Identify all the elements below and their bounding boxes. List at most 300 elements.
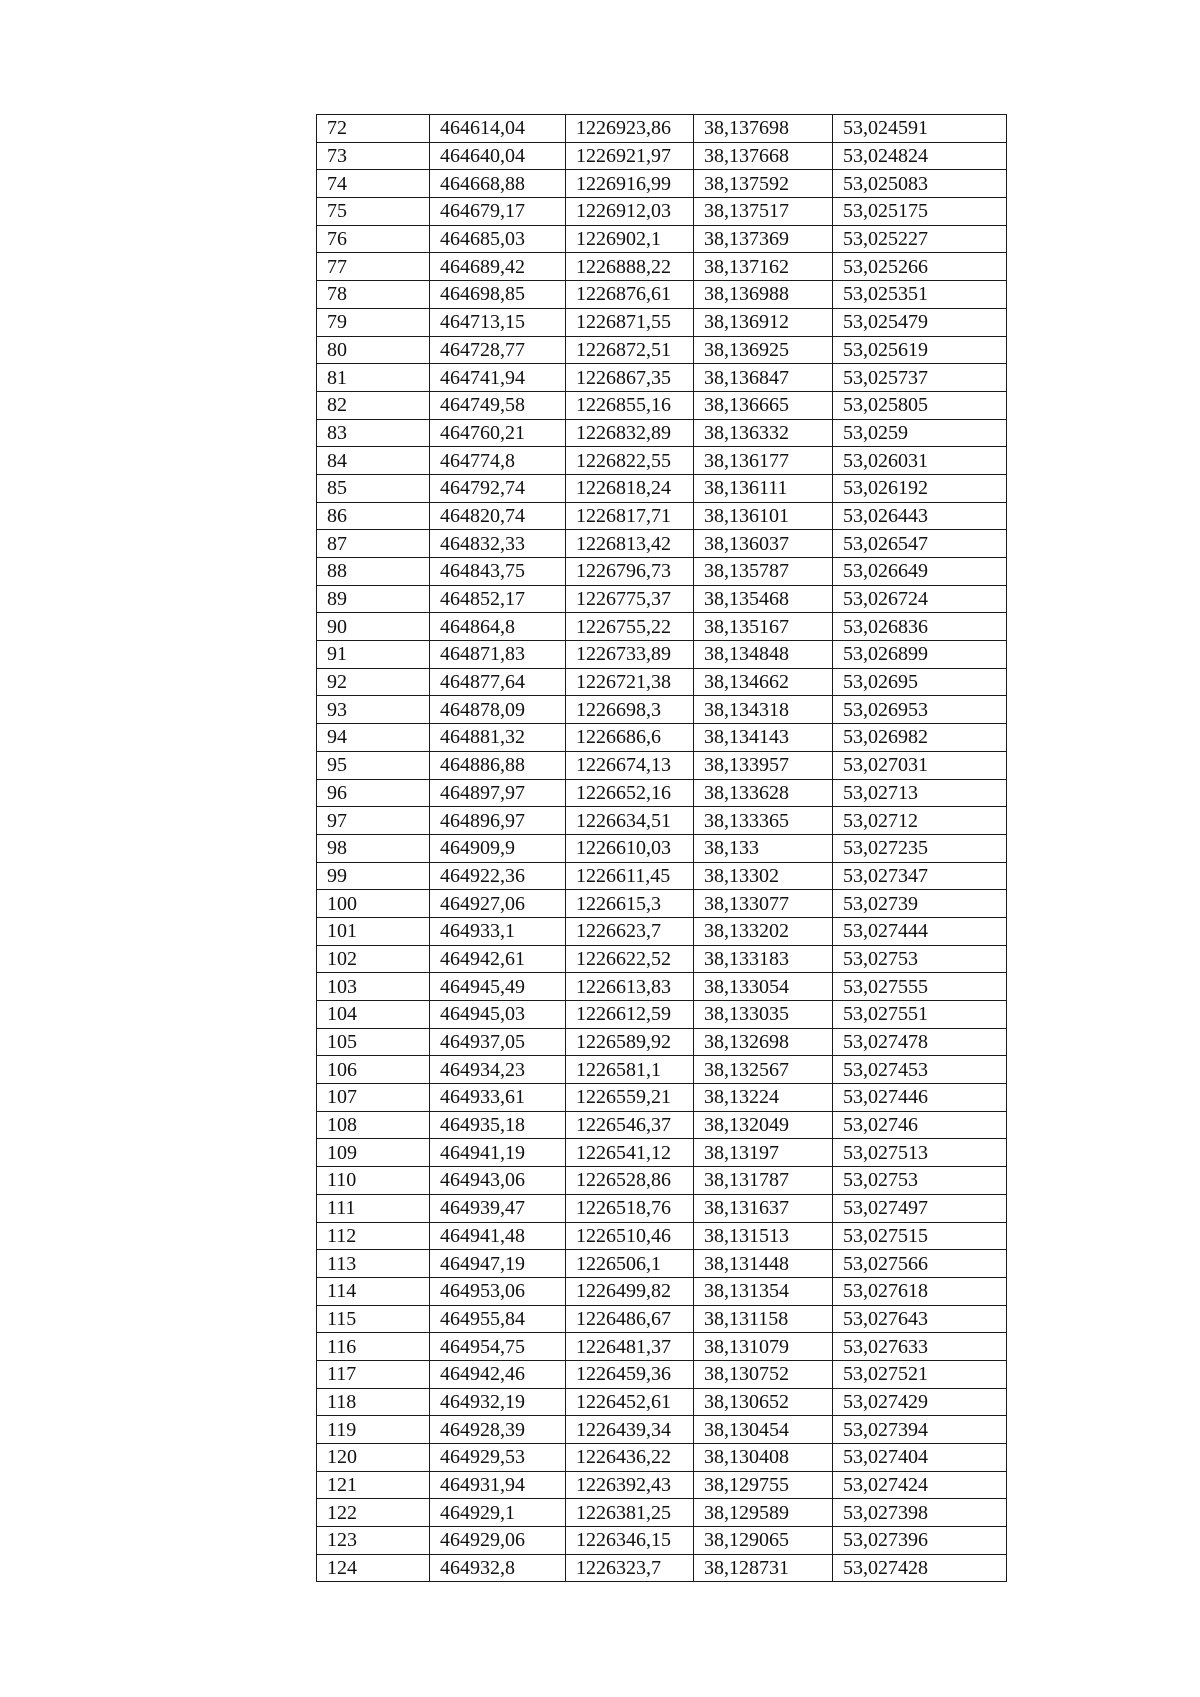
x-coordinate-cell: 464953,06 bbox=[430, 1277, 566, 1305]
latitude-cell: 53,02753 bbox=[833, 945, 1007, 973]
longitude-cell: 38,129755 bbox=[694, 1471, 833, 1499]
latitude-cell: 53,027235 bbox=[833, 834, 1007, 862]
point-number-cell: 83 bbox=[317, 419, 430, 447]
longitude-cell: 38,133054 bbox=[694, 973, 833, 1001]
point-number-cell: 102 bbox=[317, 945, 430, 973]
y-coordinate-cell: 1226481,37 bbox=[566, 1333, 694, 1361]
y-coordinate-cell: 1226499,82 bbox=[566, 1277, 694, 1305]
y-coordinate-cell: 1226323,7 bbox=[566, 1554, 694, 1582]
x-coordinate-cell: 464928,39 bbox=[430, 1416, 566, 1444]
point-number-cell: 116 bbox=[317, 1333, 430, 1361]
y-coordinate-cell: 1226686,6 bbox=[566, 724, 694, 752]
longitude-cell: 38,131079 bbox=[694, 1333, 833, 1361]
y-coordinate-cell: 1226872,51 bbox=[566, 336, 694, 364]
table-row bbox=[317, 751, 1007, 779]
point-number-cell: 94 bbox=[317, 724, 430, 752]
point-number-cell: 85 bbox=[317, 474, 430, 502]
y-coordinate-cell: 1226581,1 bbox=[566, 1056, 694, 1084]
y-coordinate-cell: 1226733,89 bbox=[566, 641, 694, 669]
latitude-cell: 53,027497 bbox=[833, 1194, 1007, 1222]
longitude-cell: 38,130454 bbox=[694, 1416, 833, 1444]
y-coordinate-cell: 1226559,21 bbox=[566, 1084, 694, 1112]
x-coordinate-cell: 464728,77 bbox=[430, 336, 566, 364]
point-number-cell: 118 bbox=[317, 1388, 430, 1416]
y-coordinate-cell: 1226876,61 bbox=[566, 281, 694, 309]
longitude-cell: 38,136111 bbox=[694, 474, 833, 502]
table-row bbox=[317, 447, 1007, 475]
point-number-cell: 106 bbox=[317, 1056, 430, 1084]
y-coordinate-cell: 1226528,86 bbox=[566, 1167, 694, 1195]
x-coordinate-cell: 464640,04 bbox=[430, 142, 566, 170]
table-row bbox=[317, 973, 1007, 1001]
latitude-cell: 53,026443 bbox=[833, 502, 1007, 530]
x-coordinate-cell: 464927,06 bbox=[430, 890, 566, 918]
longitude-cell: 38,135787 bbox=[694, 558, 833, 586]
longitude-cell: 38,136988 bbox=[694, 281, 833, 309]
table-row bbox=[317, 502, 1007, 530]
x-coordinate-cell: 464955,84 bbox=[430, 1305, 566, 1333]
latitude-cell: 53,027618 bbox=[833, 1277, 1007, 1305]
y-coordinate-cell: 1226902,1 bbox=[566, 225, 694, 253]
table-row bbox=[317, 1305, 1007, 1333]
point-number-cell: 104 bbox=[317, 1001, 430, 1029]
table-row bbox=[317, 170, 1007, 198]
x-coordinate-cell: 464931,94 bbox=[430, 1471, 566, 1499]
latitude-cell: 53,025227 bbox=[833, 225, 1007, 253]
table-row bbox=[317, 862, 1007, 890]
y-coordinate-cell: 1226589,92 bbox=[566, 1028, 694, 1056]
point-number-cell: 117 bbox=[317, 1360, 430, 1388]
x-coordinate-cell: 464741,94 bbox=[430, 364, 566, 392]
latitude-cell: 53,027478 bbox=[833, 1028, 1007, 1056]
x-coordinate-cell: 464886,88 bbox=[430, 751, 566, 779]
longitude-cell: 38,133183 bbox=[694, 945, 833, 973]
table-row bbox=[317, 724, 1007, 752]
x-coordinate-cell: 464820,74 bbox=[430, 502, 566, 530]
x-coordinate-cell: 464945,03 bbox=[430, 1001, 566, 1029]
table-row bbox=[317, 1167, 1007, 1195]
table-row bbox=[317, 1277, 1007, 1305]
table-row bbox=[317, 1527, 1007, 1555]
longitude-cell: 38,129589 bbox=[694, 1499, 833, 1527]
table-row bbox=[317, 890, 1007, 918]
latitude-cell: 53,025351 bbox=[833, 281, 1007, 309]
latitude-cell: 53,027424 bbox=[833, 1471, 1007, 1499]
point-number-cell: 123 bbox=[317, 1527, 430, 1555]
y-coordinate-cell: 1226818,24 bbox=[566, 474, 694, 502]
latitude-cell: 53,026649 bbox=[833, 558, 1007, 586]
x-coordinate-cell: 464698,85 bbox=[430, 281, 566, 309]
table-row bbox=[317, 1554, 1007, 1582]
longitude-cell: 38,134318 bbox=[694, 696, 833, 724]
latitude-cell: 53,027394 bbox=[833, 1416, 1007, 1444]
latitude-cell: 53,027555 bbox=[833, 973, 1007, 1001]
table-row bbox=[317, 1056, 1007, 1084]
point-number-cell: 105 bbox=[317, 1028, 430, 1056]
longitude-cell: 38,133035 bbox=[694, 1001, 833, 1029]
table-row bbox=[317, 696, 1007, 724]
x-coordinate-cell: 464668,88 bbox=[430, 170, 566, 198]
point-number-cell: 79 bbox=[317, 308, 430, 336]
y-coordinate-cell: 1226436,22 bbox=[566, 1444, 694, 1472]
latitude-cell: 53,02739 bbox=[833, 890, 1007, 918]
y-coordinate-cell: 1226346,15 bbox=[566, 1527, 694, 1555]
longitude-cell: 38,128731 bbox=[694, 1554, 833, 1582]
point-number-cell: 96 bbox=[317, 779, 430, 807]
coordinates-table bbox=[316, 114, 1007, 1582]
longitude-cell: 38,130752 bbox=[694, 1360, 833, 1388]
longitude-cell: 38,131158 bbox=[694, 1305, 833, 1333]
point-number-cell: 80 bbox=[317, 336, 430, 364]
table-row bbox=[317, 391, 1007, 419]
longitude-cell: 38,130408 bbox=[694, 1444, 833, 1472]
x-coordinate-cell: 464843,75 bbox=[430, 558, 566, 586]
longitude-cell: 38,133628 bbox=[694, 779, 833, 807]
y-coordinate-cell: 1226698,3 bbox=[566, 696, 694, 724]
latitude-cell: 53,027513 bbox=[833, 1139, 1007, 1167]
longitude-cell: 38,131787 bbox=[694, 1167, 833, 1195]
longitude-cell: 38,136925 bbox=[694, 336, 833, 364]
latitude-cell: 53,025737 bbox=[833, 364, 1007, 392]
table-row bbox=[317, 198, 1007, 226]
table-row bbox=[317, 1388, 1007, 1416]
point-number-cell: 97 bbox=[317, 807, 430, 835]
longitude-cell: 38,133202 bbox=[694, 917, 833, 945]
x-coordinate-cell: 464933,61 bbox=[430, 1084, 566, 1112]
x-coordinate-cell: 464897,97 bbox=[430, 779, 566, 807]
table-row bbox=[317, 779, 1007, 807]
longitude-cell: 38,13224 bbox=[694, 1084, 833, 1112]
table-row bbox=[317, 474, 1007, 502]
y-coordinate-cell: 1226832,89 bbox=[566, 419, 694, 447]
table-row bbox=[317, 613, 1007, 641]
y-coordinate-cell: 1226755,22 bbox=[566, 613, 694, 641]
point-number-cell: 95 bbox=[317, 751, 430, 779]
longitude-cell: 38,132049 bbox=[694, 1111, 833, 1139]
point-number-cell: 98 bbox=[317, 834, 430, 862]
point-number-cell: 93 bbox=[317, 696, 430, 724]
x-coordinate-cell: 464922,36 bbox=[430, 862, 566, 890]
x-coordinate-cell: 464749,58 bbox=[430, 391, 566, 419]
x-coordinate-cell: 464947,19 bbox=[430, 1250, 566, 1278]
latitude-cell: 53,027446 bbox=[833, 1084, 1007, 1112]
x-coordinate-cell: 464941,48 bbox=[430, 1222, 566, 1250]
latitude-cell: 53,0259 bbox=[833, 419, 1007, 447]
latitude-cell: 53,027428 bbox=[833, 1554, 1007, 1582]
latitude-cell: 53,02712 bbox=[833, 807, 1007, 835]
point-number-cell: 89 bbox=[317, 585, 430, 613]
y-coordinate-cell: 1226623,7 bbox=[566, 917, 694, 945]
x-coordinate-cell: 464896,97 bbox=[430, 807, 566, 835]
latitude-cell: 53,025619 bbox=[833, 336, 1007, 364]
x-coordinate-cell: 464909,9 bbox=[430, 834, 566, 862]
point-number-cell: 110 bbox=[317, 1167, 430, 1195]
point-number-cell: 103 bbox=[317, 973, 430, 1001]
point-number-cell: 111 bbox=[317, 1194, 430, 1222]
y-coordinate-cell: 1226888,22 bbox=[566, 253, 694, 281]
table-row bbox=[317, 364, 1007, 392]
point-number-cell: 88 bbox=[317, 558, 430, 586]
y-coordinate-cell: 1226510,46 bbox=[566, 1222, 694, 1250]
latitude-cell: 53,027521 bbox=[833, 1360, 1007, 1388]
latitude-cell: 53,02695 bbox=[833, 668, 1007, 696]
table-row bbox=[317, 1499, 1007, 1527]
point-number-cell: 86 bbox=[317, 502, 430, 530]
table-row bbox=[317, 1111, 1007, 1139]
x-coordinate-cell: 464689,42 bbox=[430, 253, 566, 281]
table-row bbox=[317, 917, 1007, 945]
y-coordinate-cell: 1226796,73 bbox=[566, 558, 694, 586]
latitude-cell: 53,027633 bbox=[833, 1333, 1007, 1361]
point-number-cell: 75 bbox=[317, 198, 430, 226]
latitude-cell: 53,027444 bbox=[833, 917, 1007, 945]
point-number-cell: 78 bbox=[317, 281, 430, 309]
x-coordinate-cell: 464929,06 bbox=[430, 1527, 566, 1555]
longitude-cell: 38,131448 bbox=[694, 1250, 833, 1278]
point-number-cell: 90 bbox=[317, 613, 430, 641]
longitude-cell: 38,136332 bbox=[694, 419, 833, 447]
longitude-cell: 38,130652 bbox=[694, 1388, 833, 1416]
y-coordinate-cell: 1226923,86 bbox=[566, 115, 694, 143]
x-coordinate-cell: 464832,33 bbox=[430, 530, 566, 558]
latitude-cell: 53,025479 bbox=[833, 308, 1007, 336]
x-coordinate-cell: 464685,03 bbox=[430, 225, 566, 253]
y-coordinate-cell: 1226518,76 bbox=[566, 1194, 694, 1222]
table-row bbox=[317, 585, 1007, 613]
x-coordinate-cell: 464929,53 bbox=[430, 1444, 566, 1472]
point-number-cell: 99 bbox=[317, 862, 430, 890]
longitude-cell: 38,136177 bbox=[694, 447, 833, 475]
table-row bbox=[317, 336, 1007, 364]
y-coordinate-cell: 1226817,71 bbox=[566, 502, 694, 530]
longitude-cell: 38,137369 bbox=[694, 225, 833, 253]
y-coordinate-cell: 1226381,25 bbox=[566, 1499, 694, 1527]
table-row bbox=[317, 225, 1007, 253]
y-coordinate-cell: 1226459,36 bbox=[566, 1360, 694, 1388]
y-coordinate-cell: 1226439,34 bbox=[566, 1416, 694, 1444]
point-number-cell: 107 bbox=[317, 1084, 430, 1112]
table-row bbox=[317, 945, 1007, 973]
x-coordinate-cell: 464932,19 bbox=[430, 1388, 566, 1416]
longitude-cell: 38,137668 bbox=[694, 142, 833, 170]
y-coordinate-cell: 1226721,38 bbox=[566, 668, 694, 696]
x-coordinate-cell: 464852,17 bbox=[430, 585, 566, 613]
point-number-cell: 76 bbox=[317, 225, 430, 253]
table-row bbox=[317, 142, 1007, 170]
y-coordinate-cell: 1226541,12 bbox=[566, 1139, 694, 1167]
table-row bbox=[317, 1001, 1007, 1029]
table-row bbox=[317, 641, 1007, 669]
y-coordinate-cell: 1226486,67 bbox=[566, 1305, 694, 1333]
x-coordinate-cell: 464792,74 bbox=[430, 474, 566, 502]
longitude-cell: 38,137698 bbox=[694, 115, 833, 143]
x-coordinate-cell: 464941,19 bbox=[430, 1139, 566, 1167]
x-coordinate-cell: 464614,04 bbox=[430, 115, 566, 143]
latitude-cell: 53,026953 bbox=[833, 696, 1007, 724]
x-coordinate-cell: 464945,49 bbox=[430, 973, 566, 1001]
x-coordinate-cell: 464881,32 bbox=[430, 724, 566, 752]
table-row bbox=[317, 1139, 1007, 1167]
x-coordinate-cell: 464774,8 bbox=[430, 447, 566, 475]
latitude-cell: 53,027347 bbox=[833, 862, 1007, 890]
point-number-cell: 112 bbox=[317, 1222, 430, 1250]
latitude-cell: 53,027404 bbox=[833, 1444, 1007, 1472]
latitude-cell: 53,026982 bbox=[833, 724, 1007, 752]
point-number-cell: 113 bbox=[317, 1250, 430, 1278]
longitude-cell: 38,137592 bbox=[694, 170, 833, 198]
y-coordinate-cell: 1226613,83 bbox=[566, 973, 694, 1001]
longitude-cell: 38,136912 bbox=[694, 308, 833, 336]
x-coordinate-cell: 464877,64 bbox=[430, 668, 566, 696]
point-number-cell: 101 bbox=[317, 917, 430, 945]
longitude-cell: 38,135468 bbox=[694, 585, 833, 613]
x-coordinate-cell: 464935,18 bbox=[430, 1111, 566, 1139]
latitude-cell: 53,02713 bbox=[833, 779, 1007, 807]
y-coordinate-cell: 1226813,42 bbox=[566, 530, 694, 558]
coordinates-table-body bbox=[317, 115, 1007, 1582]
table-row bbox=[317, 834, 1007, 862]
y-coordinate-cell: 1226506,1 bbox=[566, 1250, 694, 1278]
longitude-cell: 38,133077 bbox=[694, 890, 833, 918]
y-coordinate-cell: 1226652,16 bbox=[566, 779, 694, 807]
latitude-cell: 53,026547 bbox=[833, 530, 1007, 558]
point-number-cell: 82 bbox=[317, 391, 430, 419]
longitude-cell: 38,136037 bbox=[694, 530, 833, 558]
table-row bbox=[317, 1416, 1007, 1444]
x-coordinate-cell: 464942,46 bbox=[430, 1360, 566, 1388]
longitude-cell: 38,132698 bbox=[694, 1028, 833, 1056]
longitude-cell: 38,13197 bbox=[694, 1139, 833, 1167]
longitude-cell: 38,131354 bbox=[694, 1277, 833, 1305]
point-number-cell: 87 bbox=[317, 530, 430, 558]
latitude-cell: 53,027566 bbox=[833, 1250, 1007, 1278]
x-coordinate-cell: 464934,23 bbox=[430, 1056, 566, 1084]
table-row bbox=[317, 281, 1007, 309]
x-coordinate-cell: 464871,83 bbox=[430, 641, 566, 669]
y-coordinate-cell: 1226610,03 bbox=[566, 834, 694, 862]
point-number-cell: 84 bbox=[317, 447, 430, 475]
latitude-cell: 53,025266 bbox=[833, 253, 1007, 281]
point-number-cell: 115 bbox=[317, 1305, 430, 1333]
x-coordinate-cell: 464679,17 bbox=[430, 198, 566, 226]
point-number-cell: 91 bbox=[317, 641, 430, 669]
point-number-cell: 121 bbox=[317, 1471, 430, 1499]
longitude-cell: 38,137162 bbox=[694, 253, 833, 281]
y-coordinate-cell: 1226921,97 bbox=[566, 142, 694, 170]
point-number-cell: 74 bbox=[317, 170, 430, 198]
point-number-cell: 114 bbox=[317, 1277, 430, 1305]
latitude-cell: 53,027398 bbox=[833, 1499, 1007, 1527]
longitude-cell: 38,134143 bbox=[694, 724, 833, 752]
point-number-cell: 109 bbox=[317, 1139, 430, 1167]
latitude-cell: 53,027396 bbox=[833, 1527, 1007, 1555]
y-coordinate-cell: 1226611,45 bbox=[566, 862, 694, 890]
latitude-cell: 53,025175 bbox=[833, 198, 1007, 226]
latitude-cell: 53,02746 bbox=[833, 1111, 1007, 1139]
y-coordinate-cell: 1226775,37 bbox=[566, 585, 694, 613]
y-coordinate-cell: 1226634,51 bbox=[566, 807, 694, 835]
table-row bbox=[317, 1333, 1007, 1361]
longitude-cell: 38,132567 bbox=[694, 1056, 833, 1084]
latitude-cell: 53,026031 bbox=[833, 447, 1007, 475]
y-coordinate-cell: 1226855,16 bbox=[566, 391, 694, 419]
longitude-cell: 38,131513 bbox=[694, 1222, 833, 1250]
point-number-cell: 108 bbox=[317, 1111, 430, 1139]
table-row bbox=[317, 115, 1007, 143]
y-coordinate-cell: 1226622,52 bbox=[566, 945, 694, 973]
latitude-cell: 53,025805 bbox=[833, 391, 1007, 419]
longitude-cell: 38,136847 bbox=[694, 364, 833, 392]
table-row bbox=[317, 1084, 1007, 1112]
point-number-cell: 119 bbox=[317, 1416, 430, 1444]
longitude-cell: 38,136101 bbox=[694, 502, 833, 530]
y-coordinate-cell: 1226392,43 bbox=[566, 1471, 694, 1499]
y-coordinate-cell: 1226867,35 bbox=[566, 364, 694, 392]
y-coordinate-cell: 1226912,03 bbox=[566, 198, 694, 226]
longitude-cell: 38,131637 bbox=[694, 1194, 833, 1222]
longitude-cell: 38,133957 bbox=[694, 751, 833, 779]
table-row bbox=[317, 1194, 1007, 1222]
latitude-cell: 53,026899 bbox=[833, 641, 1007, 669]
latitude-cell: 53,025083 bbox=[833, 170, 1007, 198]
x-coordinate-cell: 464942,61 bbox=[430, 945, 566, 973]
latitude-cell: 53,026724 bbox=[833, 585, 1007, 613]
y-coordinate-cell: 1226674,13 bbox=[566, 751, 694, 779]
point-number-cell: 120 bbox=[317, 1444, 430, 1472]
table-row bbox=[317, 308, 1007, 336]
table-row bbox=[317, 558, 1007, 586]
x-coordinate-cell: 464933,1 bbox=[430, 917, 566, 945]
point-number-cell: 77 bbox=[317, 253, 430, 281]
x-coordinate-cell: 464954,75 bbox=[430, 1333, 566, 1361]
point-number-cell: 81 bbox=[317, 364, 430, 392]
latitude-cell: 53,027429 bbox=[833, 1388, 1007, 1416]
table-row bbox=[317, 253, 1007, 281]
table-row bbox=[317, 1471, 1007, 1499]
latitude-cell: 53,02753 bbox=[833, 1167, 1007, 1195]
table-row bbox=[317, 668, 1007, 696]
y-coordinate-cell: 1226452,61 bbox=[566, 1388, 694, 1416]
latitude-cell: 53,024591 bbox=[833, 115, 1007, 143]
latitude-cell: 53,027643 bbox=[833, 1305, 1007, 1333]
x-coordinate-cell: 464864,8 bbox=[430, 613, 566, 641]
y-coordinate-cell: 1226822,55 bbox=[566, 447, 694, 475]
point-number-cell: 122 bbox=[317, 1499, 430, 1527]
table-row bbox=[317, 807, 1007, 835]
y-coordinate-cell: 1226546,37 bbox=[566, 1111, 694, 1139]
latitude-cell: 53,027031 bbox=[833, 751, 1007, 779]
latitude-cell: 53,027515 bbox=[833, 1222, 1007, 1250]
point-number-cell: 92 bbox=[317, 668, 430, 696]
y-coordinate-cell: 1226615,3 bbox=[566, 890, 694, 918]
longitude-cell: 38,136665 bbox=[694, 391, 833, 419]
table-row bbox=[317, 1250, 1007, 1278]
x-coordinate-cell: 464937,05 bbox=[430, 1028, 566, 1056]
y-coordinate-cell: 1226612,59 bbox=[566, 1001, 694, 1029]
longitude-cell: 38,133 bbox=[694, 834, 833, 862]
latitude-cell: 53,026836 bbox=[833, 613, 1007, 641]
table-row bbox=[317, 1222, 1007, 1250]
longitude-cell: 38,13302 bbox=[694, 862, 833, 890]
x-coordinate-cell: 464943,06 bbox=[430, 1167, 566, 1195]
table-row bbox=[317, 1028, 1007, 1056]
latitude-cell: 53,027453 bbox=[833, 1056, 1007, 1084]
point-number-cell: 100 bbox=[317, 890, 430, 918]
x-coordinate-cell: 464713,15 bbox=[430, 308, 566, 336]
table-row bbox=[317, 419, 1007, 447]
latitude-cell: 53,027551 bbox=[833, 1001, 1007, 1029]
latitude-cell: 53,026192 bbox=[833, 474, 1007, 502]
